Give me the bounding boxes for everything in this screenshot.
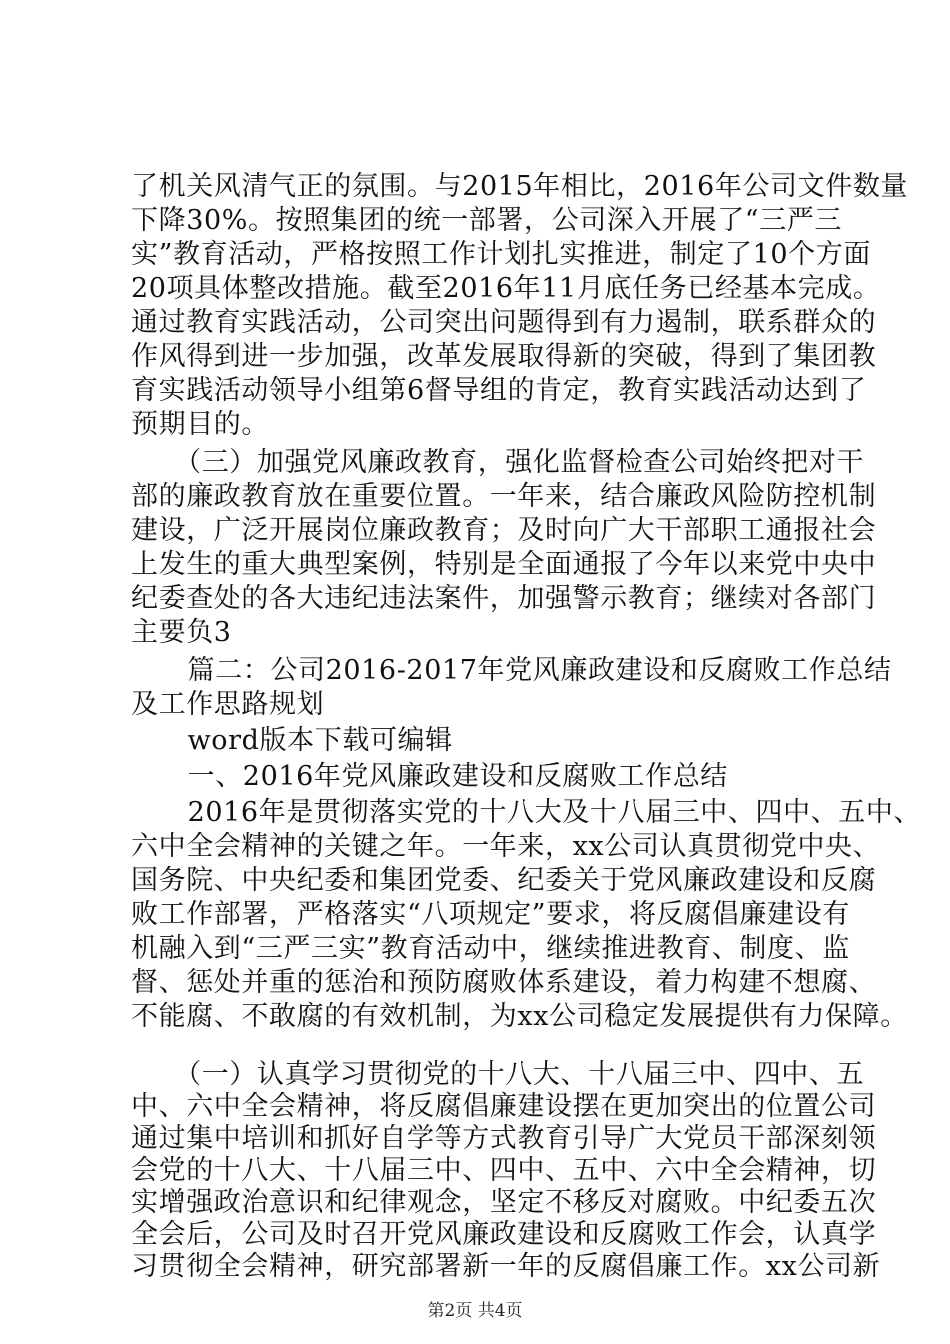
text-line: 上发生的重大典型案例，特别是全面通报了今年以来党中央中 (131, 549, 877, 580)
text-line: 国务院、中央纪委和集团党委、纪委关于党风廉政建设和反腐 (131, 865, 877, 896)
text-line: 部的廉政教育放在重要位置。一年来，结合廉政风险防控机制 (131, 481, 877, 512)
text-line: 篇二：公司2016-2017年党风廉政建设和反腐败工作总结 (160, 655, 892, 686)
text-line: 实”教育活动，严格按照工作计划扎实推进，制定了10个方面 (131, 239, 871, 270)
text-line: word版本下载可编辑 (160, 725, 453, 756)
page-footer: 第2页 共4页 (427, 1301, 523, 1321)
section-heading: 一、2016年党风廉政建设和反腐败工作总结 (160, 761, 728, 792)
text-line: 育实践活动领导小组第6督导组的肯定，教育实践活动达到了 (131, 375, 867, 406)
text-line: 下降30%。按照集团的统一部署，公司深入开展了“三严三 (131, 205, 843, 236)
text-line: 2016年是贯彻落实党的十八大及十八届三中、四中、五中、 (160, 797, 922, 828)
text-line: 预期目的。 (131, 409, 269, 440)
text-line: 通过集中培训和抓好自学等方式教育引导广大党员干部深刻领 (131, 1123, 877, 1154)
text-line: 不能腐、不敢腐的有效机制，为xx公司稳定发展提供有力保障。 (131, 1001, 908, 1032)
text-line: 败工作部署，严格落实“八项规定”要求，将反腐倡廉建设有 (131, 899, 850, 930)
text-line: 实增强政治意识和纪律观念，坚定不移反对腐败。中纪委五次 (131, 1187, 877, 1218)
text-line: 建设，广泛开展岗位廉政教育；及时向广大干部职工通报社会 (131, 515, 877, 546)
text-line: 及工作思路规划 (131, 689, 325, 720)
text-line: 机融入到“三严三实”教育活动中，继续推进教育、制度、监 (131, 933, 850, 964)
text-line: （一）认真学习贯彻党的十八大、十八届三中、四中、五 (160, 1059, 865, 1090)
text-line: 通过教育实践活动，公司突出问题得到有力遏制，联系群众的 (131, 307, 877, 338)
text-line: 作风得到进一步加强，改革发展取得新的突破，得到了集团教 (131, 341, 877, 372)
text-line: 中、六中全会精神，将反腐倡廉建设摆在更加突出的位置公司 (131, 1091, 877, 1122)
text-line: 督、惩处并重的惩治和预防腐败体系建设，着力构建不想腐、 (131, 967, 877, 998)
text-line: 纪委查处的各大违纪违法案件，加强警示教育；继续对各部门 (131, 583, 877, 614)
text-line: 六中全会精神的关键之年。一年来，xx公司认真贯彻党中央、 (131, 831, 881, 862)
text-line: 了机关风清气正的氛围。与2015年相比，2016年公司文件数量 (131, 171, 909, 202)
text-line: 主要负3 (131, 617, 232, 648)
text-line: 全会后，公司及时召开党风廉政建设和反腐败工作会，认真学 (131, 1219, 877, 1250)
text-line: （三）加强党风廉政教育，强化监督检查公司始终把对干 (160, 447, 865, 478)
text-line: 会党的十八大、十八届三中、四中、五中、六中全会精神，切 (131, 1155, 877, 1186)
text-line: 习贯彻全会精神，研究部署新一年的反腐倡廉工作。xx公司新 (131, 1251, 881, 1282)
text-line: 20项具体整改措施。截至2016年11月底任务已经基本完成。 (131, 273, 881, 304)
